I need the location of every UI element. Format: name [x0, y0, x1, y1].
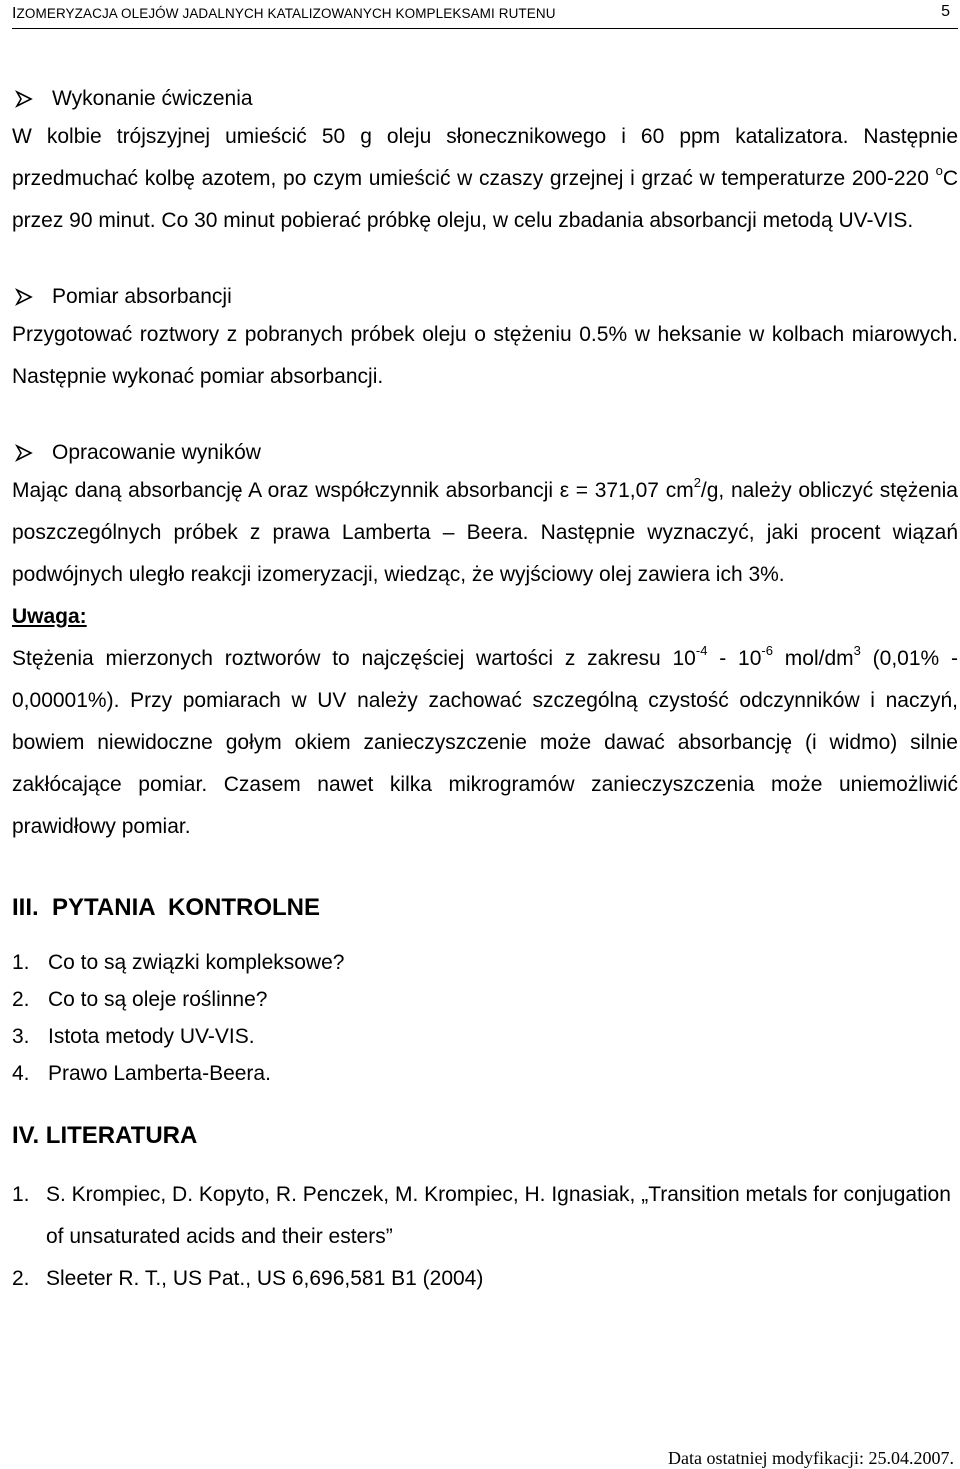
- section-heading-label: Pomiar absorbancji: [52, 285, 232, 308]
- item-number: 2.: [12, 988, 30, 1011]
- arrow-bullet-icon: [15, 288, 33, 306]
- superscript: o: [935, 163, 943, 178]
- reference-item: [12, 1174, 958, 1258]
- header-title-rest: ZOMERYZACJA OLEJÓW JADALNYCH KATALIZOWANYCH KOMPLEKSAMI RUTENU: [16, 6, 556, 21]
- section-heading-pytania: III. PYTANIA KONTROLNE: [12, 894, 321, 921]
- paragraph-text: C przez 90 minut. Co 30 minut pobierać próbkę oleju, w celu zbadania absorbancji metodą UV-VIS.: [12, 167, 958, 232]
- item-number: 1.: [12, 951, 30, 974]
- section-heading-pomiar: [12, 280, 958, 314]
- list-item: [12, 1055, 958, 1092]
- paragraph-opracowanie: [12, 470, 958, 596]
- item-text: Co to są związki kompleksowe?: [48, 951, 345, 974]
- item-text: S. Krompiec, D. Kopyto, R. Penczek, M. Krompiec, H. Ignasiak, „Transition metals for conjugation of unsaturated acids and their esters”: [46, 1183, 951, 1248]
- item-number: 2.: [12, 1267, 30, 1290]
- header-title: [12, 5, 556, 23]
- list-item: [12, 944, 958, 981]
- paragraph-text: Mając daną absorbancję A oraz współczynnik absorbancji ε = 371,07 cm: [12, 479, 694, 502]
- section-heading-label: Wykonanie ćwiczenia: [52, 87, 253, 110]
- page-number: 5: [941, 3, 950, 20]
- header-title-initial: I: [12, 5, 17, 22]
- paragraph-wykonanie: [12, 116, 958, 242]
- item-text: Istota metody UV-VIS.: [48, 1025, 255, 1048]
- section-heading-label: Opracowanie wyników: [52, 441, 261, 464]
- paragraph-text: mol/dm: [772, 647, 854, 670]
- references-list: [12, 1174, 958, 1300]
- superscript: 3: [853, 643, 861, 658]
- modification-date: Data ostatniej modyfikacji: 25.04.2007.: [668, 1448, 954, 1468]
- list-item: [12, 981, 958, 1018]
- paragraph-text: W kolbie trójszyjnej umieścić 50 g oleju słonecznikowego i 60 ppm katalizatora. Następnie przedmuchać kolbę azotem, po czym umieścić w czaszy grzejnej i grzać w temperaturze 200-220: [12, 125, 958, 190]
- item-number: 3.: [12, 1025, 30, 1048]
- arrow-bullet-icon: [15, 444, 33, 462]
- running-header: [12, 2, 956, 26]
- paragraph-text: Stężenia mierzonych roztworów to najczęściej wartości z zakresu 10: [12, 647, 696, 670]
- paragraph-uwaga: [12, 638, 958, 848]
- header-divider: [12, 28, 958, 29]
- item-text: Co to są oleje roślinne?: [48, 988, 268, 1011]
- page-content: [12, 82, 958, 1300]
- reference-item: [12, 1258, 958, 1300]
- item-number: 4.: [12, 1062, 30, 1085]
- item-text: Prawo Lamberta-Beera.: [48, 1062, 271, 1085]
- paragraph-text: /g, należy obliczyć stężenia poszczególnych próbek z prawa Lamberta – Beera. Następnie wyznaczyć, jaki procent wiązań podwójnych uległo reakcji izomeryzacji, wiedząc, że wyjściowy olej zawiera ich 3%.: [12, 479, 958, 586]
- section-heading-opracowanie: [12, 436, 958, 470]
- section-heading-wykonanie: [12, 82, 958, 116]
- list-item: [12, 1018, 958, 1055]
- item-text: Sleeter R. T., US Pat., US 6,696,581 B1 (2004): [46, 1267, 484, 1290]
- superscript: -4: [695, 643, 708, 658]
- questions-list: [12, 944, 958, 1092]
- superscript: -6: [761, 643, 773, 658]
- note-title: Uwaga:: [12, 605, 87, 628]
- superscript: 2: [693, 475, 701, 490]
- item-number: 1.: [12, 1183, 30, 1206]
- paragraph-pomiar: Przygotować roztwory z pobranych próbek oleju o stężeniu 0.5% w heksanie w kolbach miarowych. Następnie wykonać pomiar absorbancji.: [12, 323, 958, 388]
- section-heading-literatura: IV. LITERATURA: [12, 1122, 198, 1149]
- paragraph-text: (0,01% - 0,00001%). Przy pomiarach w UV należy zachować szczególną czystość odczynników i naczyń, bowiem niewidoczne gołym okiem zanieczyszczenie może dawać absorbancję (i widmo) silnie zakłócające pomiar. Czasem nawet kilka mikrogramów zanieczyszczenia może uniemożliwić prawidłowy pomiar.: [12, 647, 959, 838]
- paragraph-text: - 10: [707, 647, 762, 670]
- arrow-bullet-icon: [15, 90, 33, 108]
